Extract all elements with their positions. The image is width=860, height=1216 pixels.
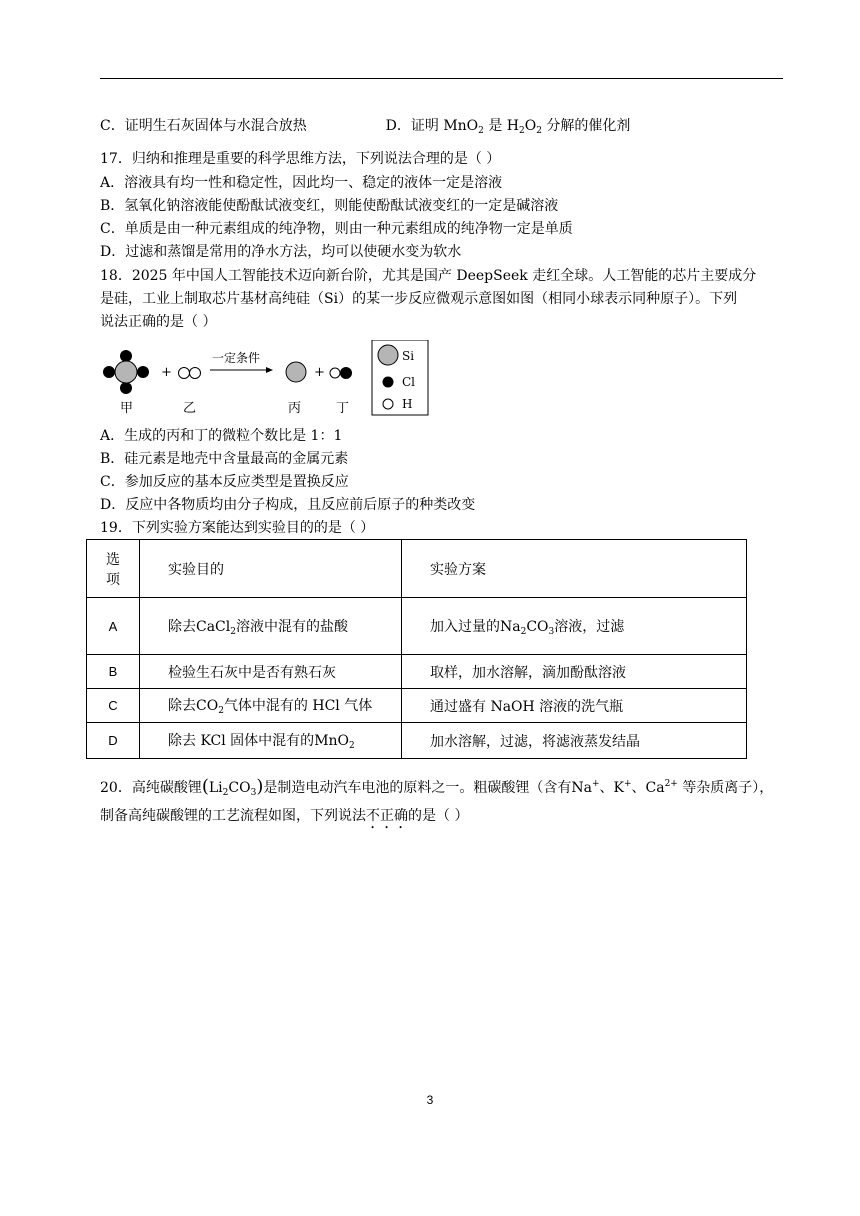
atom-legend bbox=[372, 340, 428, 415]
molecule-jia bbox=[103, 350, 149, 394]
experiment-table bbox=[86, 539, 747, 759]
row-plan: 加入过量的$Na_2CO_3$溶液，过滤 bbox=[402, 598, 747, 655]
label-ding: 丁 bbox=[336, 401, 350, 416]
table-row bbox=[87, 689, 747, 723]
q17-option-d: D．过滤和蒸馏是常用的净水方法，均可以使硬水变为软水 bbox=[100, 244, 462, 260]
header-rule bbox=[100, 78, 783, 79]
row-plan: 通过盛有 NaOH 溶液的洗气瓶 bbox=[402, 689, 747, 723]
label-jia: 甲 bbox=[120, 401, 134, 416]
q18-stem-line2: 是硅，工业上制取芯片基材高纯硅（Si）的某一步反应微观示意图如图（相同小球表示同种原子）。下列 bbox=[100, 291, 738, 307]
q18-stem-line1: 18．2025 年中国人工智能技术迈向新台阶，尤其是国产 DeepSeek 走红全球。人工智能的芯片主要成分 bbox=[100, 268, 757, 284]
row-goal: 除去$CO_2$气体中混有的 HCl 气体 bbox=[140, 689, 402, 723]
legend-si: Si bbox=[402, 349, 415, 363]
header-plan: 实验方案 bbox=[402, 540, 747, 598]
row-goal: 除去 KCl 固体中混有的MnO$_2$ bbox=[140, 723, 402, 759]
q18-option-b: B．硅元素是地壳中含量最高的金属元素 bbox=[100, 451, 349, 467]
table-row bbox=[87, 598, 747, 655]
header-goal: 实验目的 bbox=[140, 540, 402, 598]
plus-sign-1: + bbox=[161, 365, 172, 380]
legend-h: H bbox=[402, 397, 413, 411]
row-option: C bbox=[87, 689, 140, 723]
q17-option-b: B．氢氧化钠溶液能使酚酞试液变红，则能使酚酞试液变红的一定是碱溶液 bbox=[100, 198, 559, 214]
q20-stem-line2: 制备高纯碳酸锂的工艺流程如图，下列说法不正确的是（ ） bbox=[100, 808, 469, 824]
table-header-row bbox=[87, 540, 747, 598]
reaction-micro-diagram bbox=[100, 340, 430, 418]
label-yi: 乙 bbox=[183, 401, 197, 416]
row-goal: 检验生石灰中是否有熟石灰 bbox=[140, 655, 402, 689]
q20-stem-line1: 20．高纯碳酸锂$(Li_2CO_3)$是制造电动汽车电池的原料之一。粗碳酸锂（含有Na+、K+、$Ca^{2+}$ 等杂质离子）， bbox=[100, 776, 774, 798]
molecule-bing bbox=[286, 362, 306, 382]
row-option: B bbox=[87, 655, 140, 689]
q19-stem: 19．下列实验方案能达到实验目的的是（ ） bbox=[100, 520, 375, 536]
reaction-condition: 一定条件 bbox=[212, 351, 261, 365]
q16-option-d: D．证明 MnO$_2$ 是 $H_2O_2$ 分解的催化剂 bbox=[385, 118, 631, 136]
q17-stem: 17．归纳和推理是重要的科学思维方法，下列说法合理的是（ ） bbox=[100, 151, 501, 167]
molecule-ding bbox=[330, 367, 352, 379]
q18-option-d: D．反应中各物质均由分子构成，且反应前后原子的种类改变 bbox=[100, 497, 476, 513]
emphasized-negation: 不正确 bbox=[366, 808, 408, 824]
q16-options bbox=[100, 116, 630, 141]
row-option: A bbox=[87, 598, 140, 655]
table-row bbox=[87, 723, 747, 759]
header-option: 选 项 bbox=[87, 540, 140, 598]
q18-stem-line3: 说法正确的是（ ） bbox=[100, 314, 217, 330]
reaction-arrow bbox=[210, 367, 273, 373]
row-plan: 取样，加水溶解，滴加酚酞溶液 bbox=[402, 655, 747, 689]
q17-option-c: C．单质是由一种元素组成的纯净物，则由一种元素组成的纯净物一定是单质 bbox=[100, 221, 573, 237]
label-bing: 丙 bbox=[288, 401, 302, 416]
row-plan: 加水溶解，过滤，将滤液蒸发结晶 bbox=[402, 723, 747, 759]
q16-option-c: C．证明生石灰固体与水混合放热 bbox=[100, 118, 307, 134]
molecule-yi bbox=[179, 368, 201, 379]
q18-option-c: C．参加反应的基本反应类型是置换反应 bbox=[100, 474, 349, 490]
row-goal: 除去CaCl$_2$溶液中混有的盐酸 bbox=[140, 598, 402, 655]
legend-cl: Cl bbox=[402, 375, 416, 389]
plus-sign-2: + bbox=[314, 365, 325, 380]
page-number: 3 bbox=[426, 1093, 434, 1107]
table-row bbox=[87, 655, 747, 689]
q17-option-a: A．溶液具有均一性和稳定性，因此均一、稳定的液体一定是溶液 bbox=[100, 175, 503, 191]
q18-option-a: A．生成的丙和丁的微粒个数比是 1：1 bbox=[100, 428, 343, 444]
row-option: D bbox=[87, 723, 140, 759]
